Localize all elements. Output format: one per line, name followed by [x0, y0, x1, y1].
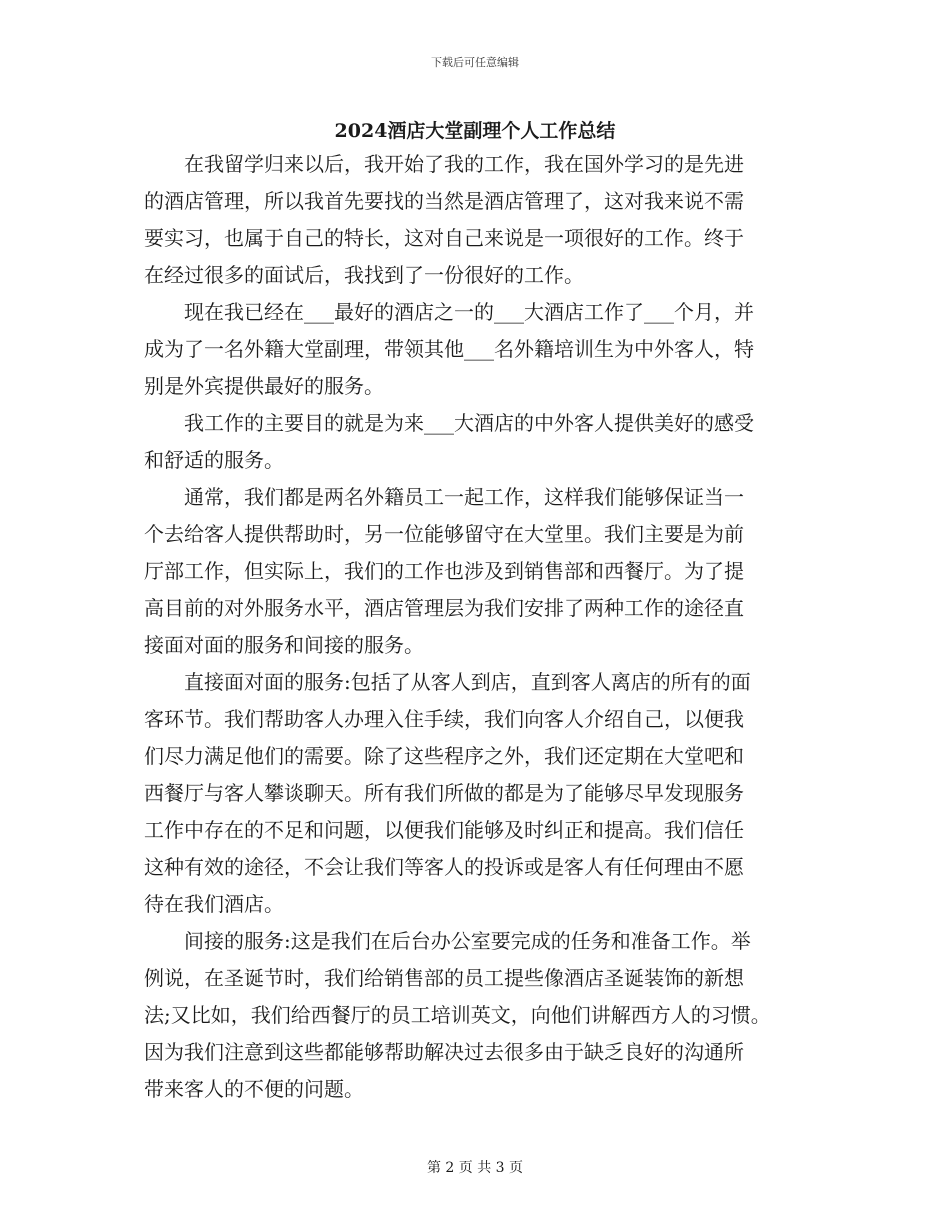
body-line: 待在我们酒店。 — [144, 892, 284, 916]
body-line: 的酒店管理，所以我首先要找的当然是酒店管理了，这对我来说不需 — [144, 189, 744, 213]
body-line: 法;又比如，我们给西餐厅的员工培训英文，向他们讲解西方人的习惯。 — [144, 1003, 771, 1027]
body-line: 西餐厅与客人攀谈聊天。所有我们所做的都是为了能够尽早发现服务 — [144, 781, 744, 805]
body-line: 厅部工作，但实际上，我们的工作也涉及到销售部和西餐厅。为了提 — [144, 559, 744, 583]
body-line: 在经过很多的面试后，我找到了一份很好的工作。 — [144, 263, 584, 287]
body-line: 们尽力满足他们的需要。除了这些程序之外，我们还定期在大堂吧和 — [144, 744, 744, 768]
header-note: 下载后可任意编辑 — [431, 56, 519, 69]
page-number: 第 2 页 共 3 页 — [426, 1160, 524, 1176]
document-body — [144, 146, 806, 1108]
body-line: 直接面对面的服务:包括了从客人到店，直到客人离店的所有的面 — [184, 670, 751, 694]
body-line: 高目前的对外服务水平，酒店管理层为我们安排了两种工作的途径直 — [144, 596, 744, 620]
document-title: 2024酒店大堂副理个人工作总结 — [334, 120, 616, 142]
body-line: 现在我已经在___最好的酒店之一的___大酒店工作了___个月，并 — [184, 300, 754, 324]
body-line: 别是外宾提供最好的服务。 — [144, 374, 384, 398]
body-line: 例说，在圣诞节时，我们给销售部的员工提些像酒店圣诞装饰的新想 — [144, 966, 744, 990]
body-line: 我工作的主要目的就是为来___大酒店的中外客人提供美好的感受 — [184, 411, 754, 435]
body-line: 成为了一名外籍大堂副理，带领其他___名外籍培训生为中外客人，特 — [144, 337, 754, 361]
body-line: 带来客人的不便的问题。 — [144, 1077, 364, 1101]
body-line: 通常，我们都是两名外籍员工一起工作，这样我们能够保证当一 — [184, 485, 744, 509]
body-line: 工作中存在的不足和问题，以便我们能够及时纠正和提高。我们信任 — [144, 818, 744, 842]
body-line: 这种有效的途径，不会让我们等客人的投诉或是客人有任何理由不愿 — [144, 855, 744, 879]
body-line: 个去给客人提供帮助时，另一位能够留守在大堂里。我们主要是为前 — [144, 522, 744, 546]
body-line: 在我留学归来以后，我开始了我的工作，我在国外学习的是先进 — [184, 152, 744, 176]
body-line: 因为我们注意到这些都能够帮助解决过去很多由于缺乏良好的沟通所 — [144, 1040, 744, 1064]
body-line: 接面对面的服务和间接的服务。 — [144, 633, 424, 657]
body-line: 和舒适的服务。 — [144, 448, 284, 472]
body-line: 间接的服务:这是我们在后台办公室要完成的任务和准备工作。举 — [184, 929, 751, 953]
body-line: 要实习，也属于自己的特长，这对自己来说是一项很好的工作。终于 — [144, 226, 744, 250]
body-line: 客环节。我们帮助客人办理入住手续，我们向客人介绍自己，以便我 — [144, 707, 744, 731]
